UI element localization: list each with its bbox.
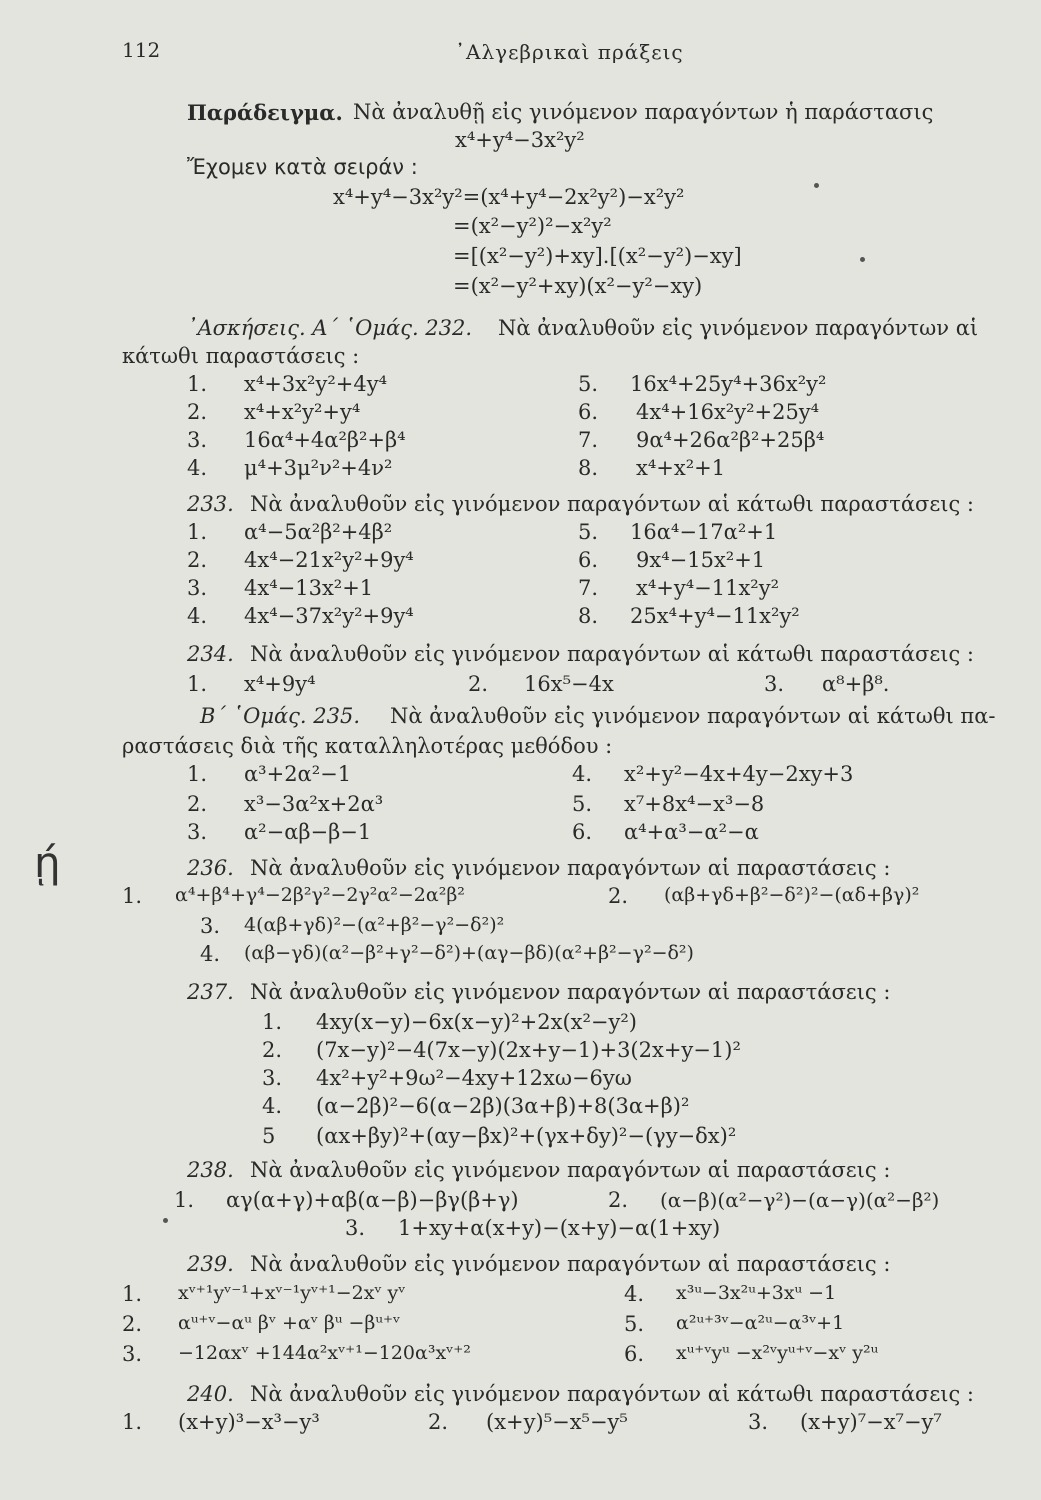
exercise-235-text-cont: ραστάσεις διὰ τῆς καταλληλοτέρας μεθόδου :	[122, 734, 613, 758]
item-number: 2.	[262, 1038, 283, 1062]
item-number: 3.	[764, 672, 785, 696]
scan-speck	[814, 183, 819, 188]
item-number: 7.	[578, 576, 599, 600]
item-expression: 4x⁴+16x²y²+25y⁴	[636, 400, 820, 424]
exercise-235-label: Β΄ ῾Ομάς. 235.	[200, 704, 361, 728]
item-expression: xᵘ⁺ᵛyᵘ −x²ᵛyᵘ⁺ᵛ−xᵛ y²ᵘ	[676, 1342, 879, 1364]
exercise-240-row	[0, 1410, 1041, 1440]
item-expression: 9x⁴−15x²+1	[636, 548, 766, 572]
item-expression: x⁴+3x²y²+4y⁴	[244, 372, 388, 396]
exercise-237-row	[0, 1010, 1041, 1040]
item-number: 5.	[578, 372, 599, 396]
item-number: 2.	[187, 548, 208, 572]
item-number: 2.	[428, 1410, 449, 1434]
exercise-238-text: Νὰ ἀναλυθοῦν εἰς γινόμενον παραγόντων αἱ παραστάσεις :	[250, 1158, 891, 1182]
item-number: 8.	[578, 456, 599, 480]
exercise-240-number: 240.	[187, 1382, 234, 1406]
item-number: 5	[262, 1124, 276, 1148]
exercise-235-text: Νὰ ἀναλυθοῦν εἰς γινόμενον παραγόντων αἱ κάτωθι πα-	[390, 704, 996, 728]
item-expression: 4x²+y²+9ω²−4xy+12xω−6yω	[316, 1066, 632, 1090]
item-expression: (αβ−γδ)(α²−β²+γ²−δ²)+(αγ−βδ)(α²+β²−γ²−δ²)	[244, 942, 694, 964]
item-number: 3.	[748, 1410, 769, 1434]
exercise-233-row	[0, 520, 1041, 550]
exercise-237-text: Νὰ ἀναλυθοῦν εἰς γινόμενον παραγόντων αἱ παραστάσεις :	[250, 980, 891, 1004]
item-number: 8.	[578, 604, 599, 628]
exercise-234-row	[0, 672, 1041, 702]
example-step-1: x⁴+y⁴−3x²y²=(x⁴+y⁴−2x²y²)−x²y²	[333, 185, 685, 209]
item-number: 3.	[122, 1342, 143, 1366]
exercise-233-row	[0, 548, 1041, 578]
item-number: 7.	[578, 428, 599, 452]
exercise-235-row	[0, 762, 1041, 792]
item-number: 3.	[262, 1066, 283, 1090]
item-expression: −12αxᵛ +144α²xᵛ⁺¹−120α³xᵛ⁺²	[178, 1342, 471, 1364]
item-number: 4.	[187, 456, 208, 480]
item-expression: x⁴+x²y²+y⁴	[244, 400, 361, 424]
running-title: ᾿Αλγεβρικαὶ πράξεις	[455, 40, 684, 64]
item-expression: x³ᵘ−3x²ᵘ+3xᵘ −1	[676, 1282, 837, 1304]
item-expression: α²−αβ−β−1	[244, 820, 372, 844]
item-number: 1.	[122, 1410, 143, 1434]
item-number: 3.	[187, 428, 208, 452]
item-expression: 16x⁵−4x	[524, 672, 614, 696]
exercise-232-row	[0, 428, 1041, 458]
item-number: 2.	[122, 1312, 143, 1336]
item-number: 4.	[624, 1282, 645, 1306]
item-expression: 25x⁴+y⁴−11x²y²	[630, 604, 800, 628]
item-number: 4.	[187, 604, 208, 628]
exercise-236-row	[0, 942, 1041, 972]
exercise-232-row	[0, 400, 1041, 430]
item-expression: (α−2β)²−6(α−2β)(3α+β)+8(3α+β)²	[316, 1094, 690, 1118]
item-number: 1.	[187, 372, 208, 396]
item-expression: 4x⁴−37x²y²+9y⁴	[244, 604, 414, 628]
item-number: 5.	[624, 1312, 645, 1336]
item-number: 5.	[578, 520, 599, 544]
exercise-239-row	[0, 1342, 1041, 1372]
exercise-235-row	[0, 820, 1041, 850]
exercise-232-row	[0, 372, 1041, 402]
exercise-237-row	[0, 1066, 1041, 1096]
example-expression: x⁴+y⁴−3x²y²	[455, 128, 585, 152]
item-expression: (x+y)⁷−x⁷−y⁷	[800, 1410, 942, 1434]
exercise-233-row	[0, 576, 1041, 606]
exercise-232-row	[0, 456, 1041, 486]
item-number: 3.	[187, 576, 208, 600]
exercise-239-row	[0, 1312, 1041, 1342]
item-expression: x⁴+x²+1	[636, 456, 726, 480]
item-number: 1.	[262, 1010, 283, 1034]
item-expression: 4xy(x−y)−6x(x−y)²+2x(x²−y²)	[316, 1010, 637, 1034]
item-number: 5.	[572, 792, 593, 816]
item-number: 2.	[187, 792, 208, 816]
example-step-3: =[(x²−y²)+xy].[(x²−y²)−xy]	[453, 244, 742, 268]
item-number: 1.	[122, 1282, 143, 1306]
page-number: 112	[122, 38, 161, 62]
item-number: 1.	[187, 520, 208, 544]
scan-speck	[163, 1218, 168, 1223]
item-expression: x⁴+y⁴−11x²y²	[636, 576, 780, 600]
item-expression: xᵛ⁺¹yᵛ⁻¹+xᵛ⁻¹yᵛ⁺¹−2xᵛ yᵛ	[178, 1282, 406, 1304]
exercise-233-row	[0, 604, 1041, 634]
item-expression: 4(αβ+γδ)²−(α²+β²−γ²−δ²)²	[244, 914, 505, 936]
exercise-239-row	[0, 1282, 1041, 1312]
item-expression: (αβ+γδ+β²−δ²)²−(αδ+βγ)²	[664, 884, 920, 906]
item-expression: 4x⁴−13x²+1	[244, 576, 374, 600]
item-expression: α⁴−5α²β²+4β²	[244, 520, 393, 544]
scan-speck	[860, 257, 865, 262]
item-number: 4.	[200, 942, 221, 966]
item-number: 2.	[608, 1188, 629, 1212]
exercise-236-number: 236.	[187, 856, 234, 880]
exercise-236-text: Νὰ ἀναλυθοῦν εἰς γινόμενον παραγόντων αἱ παραστάσεις :	[250, 856, 891, 880]
item-expression: αγ(α+γ)+αβ(α−β)−βγ(β+γ)	[226, 1188, 519, 1212]
item-number: 6.	[578, 548, 599, 572]
item-expression: 9α⁴+26α²β²+25β⁴	[636, 428, 825, 452]
example-step-2: =(x²−y²)²−x²y²	[453, 214, 612, 238]
item-expression: α⁸+β⁸.	[822, 672, 890, 696]
item-expression: (7x−y)²−4(7x−y)(2x+y−1)+3(2x+y−1)²	[316, 1038, 741, 1062]
exercise-238-row	[0, 1188, 1041, 1218]
item-number: 4.	[572, 762, 593, 786]
item-expression: x⁴+9y⁴	[244, 672, 316, 696]
item-number: 1.	[187, 762, 208, 786]
example-label: Παράδειγμα.	[187, 100, 343, 125]
item-number: 1.	[187, 672, 208, 696]
item-expression: (αx+βy)²+(αy−βx)²+(γx+δy)²−(γy−δx)²	[316, 1124, 737, 1148]
item-expression: 4x⁴−21x²y²+9y⁴	[244, 548, 414, 572]
item-number: 3.	[200, 914, 221, 938]
item-number: 6.	[572, 820, 593, 844]
item-expression: 16α⁴+4α²β²+β⁴	[244, 428, 406, 452]
item-number: 4.	[262, 1094, 283, 1118]
exercises-heading-label: ᾿Ασκήσεις. Α΄ ῾Ομάς. 232.	[187, 316, 473, 340]
item-expression: α⁴+β⁴+γ⁴−2β²γ²−2γ²α²−2α²β²	[175, 884, 465, 906]
exercise-233-number: 233.	[187, 492, 234, 516]
exercise-240-text: Νὰ ἀναλυθοῦν εἰς γινόμενον παραγόντων αἱ κάτωθι παραστάσεις :	[250, 1382, 974, 1406]
exercise-236-row	[0, 914, 1041, 944]
example-intro: Ἔχομεν κατὰ σειράν :	[187, 155, 418, 179]
item-number: 2.	[468, 672, 489, 696]
exercise-237-number: 237.	[187, 980, 234, 1004]
item-expression: 16α⁴−17α²+1	[630, 520, 778, 544]
item-number: 3.	[187, 820, 208, 844]
handwritten-margin-mark: ῄ	[34, 838, 62, 887]
exercise-239-text: Νὰ ἀναλυθοῦν εἰς γινόμενον παραγόντων αἱ παραστάσεις :	[250, 1252, 891, 1276]
exercise-237-row	[0, 1094, 1041, 1124]
exercises-heading-cont: κάτωθι παραστάσεις :	[122, 344, 360, 368]
item-number: 6.	[578, 400, 599, 424]
exercise-238-number: 238.	[187, 1158, 234, 1182]
item-expression: 16x⁴+25y⁴+36x²y²	[630, 372, 827, 396]
item-number: 3.	[345, 1216, 366, 1240]
item-expression: (x+y)³−x³−y³	[178, 1410, 320, 1434]
exercise-235-row	[0, 792, 1041, 822]
exercises-heading-text: Νὰ ἀναλυθοῦν εἰς γινόμενον παραγόντων αἱ	[498, 316, 979, 340]
item-expression: x²+y²−4x+4y−2xy+3	[624, 762, 854, 786]
item-number: 2.	[608, 884, 629, 908]
exercise-238-row	[0, 1216, 1041, 1246]
item-expression: α⁴+α³−α²−α	[624, 820, 759, 844]
item-number: 1.	[174, 1188, 195, 1212]
exercise-234-number: 234.	[187, 642, 234, 666]
item-expression: (x+y)⁵−x⁵−y⁵	[486, 1410, 628, 1434]
exercise-234-text: Νὰ ἀναλυθοῦν εἰς γινόμενον παραγόντων αἱ κάτωθι παραστάσεις :	[250, 642, 974, 666]
exercise-239-number: 239.	[187, 1252, 234, 1276]
item-number: 1.	[122, 884, 143, 908]
item-expression: x⁷+8x⁴−x³−8	[624, 792, 765, 816]
item-number: 6.	[624, 1342, 645, 1366]
item-number: 2.	[187, 400, 208, 424]
item-expression: μ⁴+3μ²ν²+4ν²	[244, 456, 393, 480]
exercise-237-row	[0, 1124, 1041, 1154]
example-step-4: =(x²−y²+xy)(x²−y²−xy)	[453, 274, 703, 298]
item-expression: (α−β)(α²−γ²)−(α−γ)(α²−β²)	[660, 1188, 940, 1212]
item-expression: 1+xy+α(x+y)−(x+y)−α(1+xy)	[398, 1216, 721, 1240]
item-expression: α²ᵘ⁺³ᵛ−α²ᵘ−α³ᵛ+1	[676, 1312, 845, 1334]
item-expression: αᵘ⁺ᵛ−αᵘ βᵛ +αᵛ βᵘ −βᵘ⁺ᵛ	[178, 1312, 401, 1334]
exercise-237-row	[0, 1038, 1041, 1068]
exercise-236-row	[0, 884, 1041, 914]
item-expression: x³−3α²x+2α³	[244, 792, 384, 816]
exercise-233-text: Νὰ ἀναλυθοῦν εἰς γινόμενον παραγόντων αἱ κάτωθι παραστάσεις :	[250, 492, 974, 516]
example-text: Νὰ ἀναλυθῇ εἰς γινόμενον παραγόντων ἡ παράστασις	[353, 100, 934, 124]
item-expression: α³+2α²−1	[244, 762, 352, 786]
